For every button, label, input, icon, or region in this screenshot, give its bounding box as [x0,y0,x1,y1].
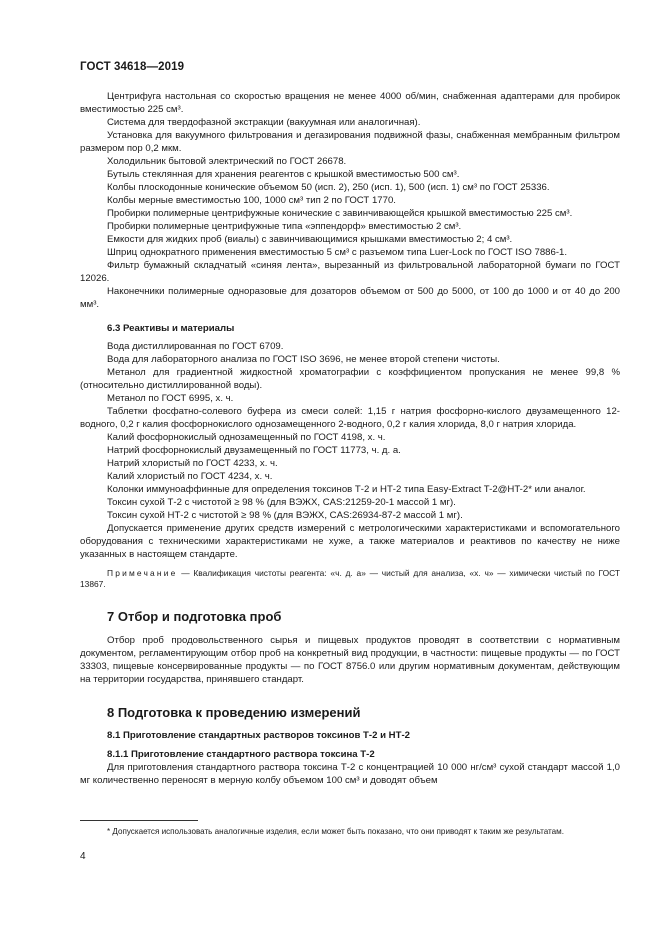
list-item: Фильтр бумажный складчатый «синяя лента», вырезанный из фильтровальной лабораторной бумаги по ГОСТ 12026. [80,260,620,284]
list-item: Токсин сухой Т-2 с чистотой ≥ 98 % (для ВЭЖХ, CAS:21259-20-1 массой 1 мг). [107,497,456,508]
list-item: Колбы плоскодонные конические объемом 50 (исп. 2), 250 (исп. 1), 500 (исп. 1) см³ по ГОСТ 25336. [107,182,550,193]
list-item: Наконечники полимерные одноразовые для дозаторов объемом от 500 до 5000, от 100 до 1000 и от 40 до 200 мм³. [80,286,620,310]
list-item: Центрифуга настольная со скоростью вращения не менее 4000 об/мин, снабженная адаптерами для пробирок вместимостью 225 см³. [80,91,620,115]
list-item: Емкости для жидких проб (виалы) с завинчивающимися крышками вместимостью 2; 4 см³. [107,234,513,245]
section-7-text: Отбор проб продовольственного сырья и пищевых продуктов проводят в соответствии с нормативным документом, регламентирующим отбор проб на конкретный вид продукции, в частности: пищевые продукты — по ГОСТ 33303, пищевые консервированные продукты — по ГОСТ 8756.0 или другим нормативным документам, действующим на территории государства, принявшего стандарт. [80,635,620,685]
list-item: Натрий хлористый по ГОСТ 4233, х. ч. [107,458,278,469]
page-body [80,90,620,787]
list-item: Пробирки полимерные центрифужные конические с завинчивающейся крышкой вместимостью 225 см³. [107,208,573,219]
list-item: Колонки иммуноаффинные для определения токсинов Т-2 и НТ-2 типа Easy-Extract T-2@HT-2* или аналог. [107,484,586,495]
list-item: Таблетки фосфатно-солевого буфера из смеси солей: 1,15 г натрия фосфорно-кислого двузамещенного 12-водного, 0,2 г калия фосфорнокислого однозамещенного 2-водного, 0,2 г калия хлорида, 8,0 г натрия хлорида. [80,406,620,430]
list-item: Установка для вакуумного фильтрования и дегазирования подвижной фазы, снабженная мембранным фильтром размером пор 0,2 мкм. [80,130,620,154]
list-item: Система для твердофазной экстракции (вакуумная или аналогичная). [107,117,421,128]
section-8-heading: 8 Подготовка к проведению измерений [107,705,361,720]
note-label: Примечание [107,568,178,578]
list-item: Токсин сухой НТ-2 с чистотой ≥ 98 % (для ВЭЖХ, CAS:26934-87-2 массой 1 мг). [107,510,463,521]
equipment-list [80,90,620,311]
list-item: Калий фосфорнокислый однозамещенный по ГОСТ 4198, х. ч. [107,432,386,443]
list-item: Вода дистиллированная по ГОСТ 6709. [107,341,284,352]
list-item: Натрий фосфорнокислый двузамещенный по ГОСТ 11773, ч. д. а. [107,445,401,456]
list-item: Метанол по ГОСТ 6995, х. ч. [107,393,234,404]
list-item: Калий хлористый по ГОСТ 4234, х. ч. [107,471,273,482]
footnote-divider [80,820,198,821]
list-item: Колбы мерные вместимостью 100, 1000 см³ тип 2 по ГОСТ 1770. [107,195,396,206]
page-header: ГОСТ 34618—2019 [80,61,185,73]
list-item: Вода для лабораторного анализа по ГОСТ ISO 3696, не менее второй степени чистоты. [107,354,500,365]
list-item: Бутыль стеклянная для хранения реагентов с крышкой вместимостью 500 см³. [107,169,460,180]
page-number: 4 [80,851,86,862]
note [80,568,620,590]
section-7-heading: 7 Отбор и подготовка проб [107,609,282,624]
list-item: Допускается применение других средств измерений с метрологическими характеристиками и вспомогательного оборудования с техническими характеристиками не хуже, а также материалов и реактивов по качеству не ниже указанных в настоящем стандарте. [80,523,620,560]
section-8-1-1-text: Для приготовления стандартного раствора токсина Т-2 с концентрацией 10 000 нг/см³ сухой стандарт массой 1,0 мг количественно переносят в мерную колбу объемом 100 см³ и доводят объем [80,762,620,786]
note-text: — Квалификация чистоты реагента: «ч. д. а» — чистый для анализа, «х. ч» — химически чистый по ГОСТ 13867. [80,568,620,589]
section-8-1-heading: 8.1 Приготовление стандартных растворов токсинов Т-2 и НТ-2 [107,730,410,741]
section-6-3-heading: 6.3 Реактивы и материалы [107,323,235,334]
section-8-1-1-heading: 8.1.1 Приготовление стандартного раствора токсина Т-2 [107,749,375,760]
list-item: Метанол для градиентной жидкостной хроматографии с коэффициентом пропускания не менее 99,8 % (относительно дистиллированной воды). [80,367,620,391]
list-item: Холодильник бытовой электрический по ГОСТ 26678. [107,156,347,167]
list-item: Пробирки полимерные центрифужные типа «эппендорф» вместимостью 2 см³. [107,221,462,232]
list-item: Шприц однократного применения вместимостью 5 см³ с разъемом типа Luer-Lock по ГОСТ ISO 7886-1. [107,247,568,258]
footnote: * Допускается использовать аналогичные изделия, если может быть показано, что они приводят к таким же результатам. [107,827,564,836]
reagents-list [80,340,620,561]
